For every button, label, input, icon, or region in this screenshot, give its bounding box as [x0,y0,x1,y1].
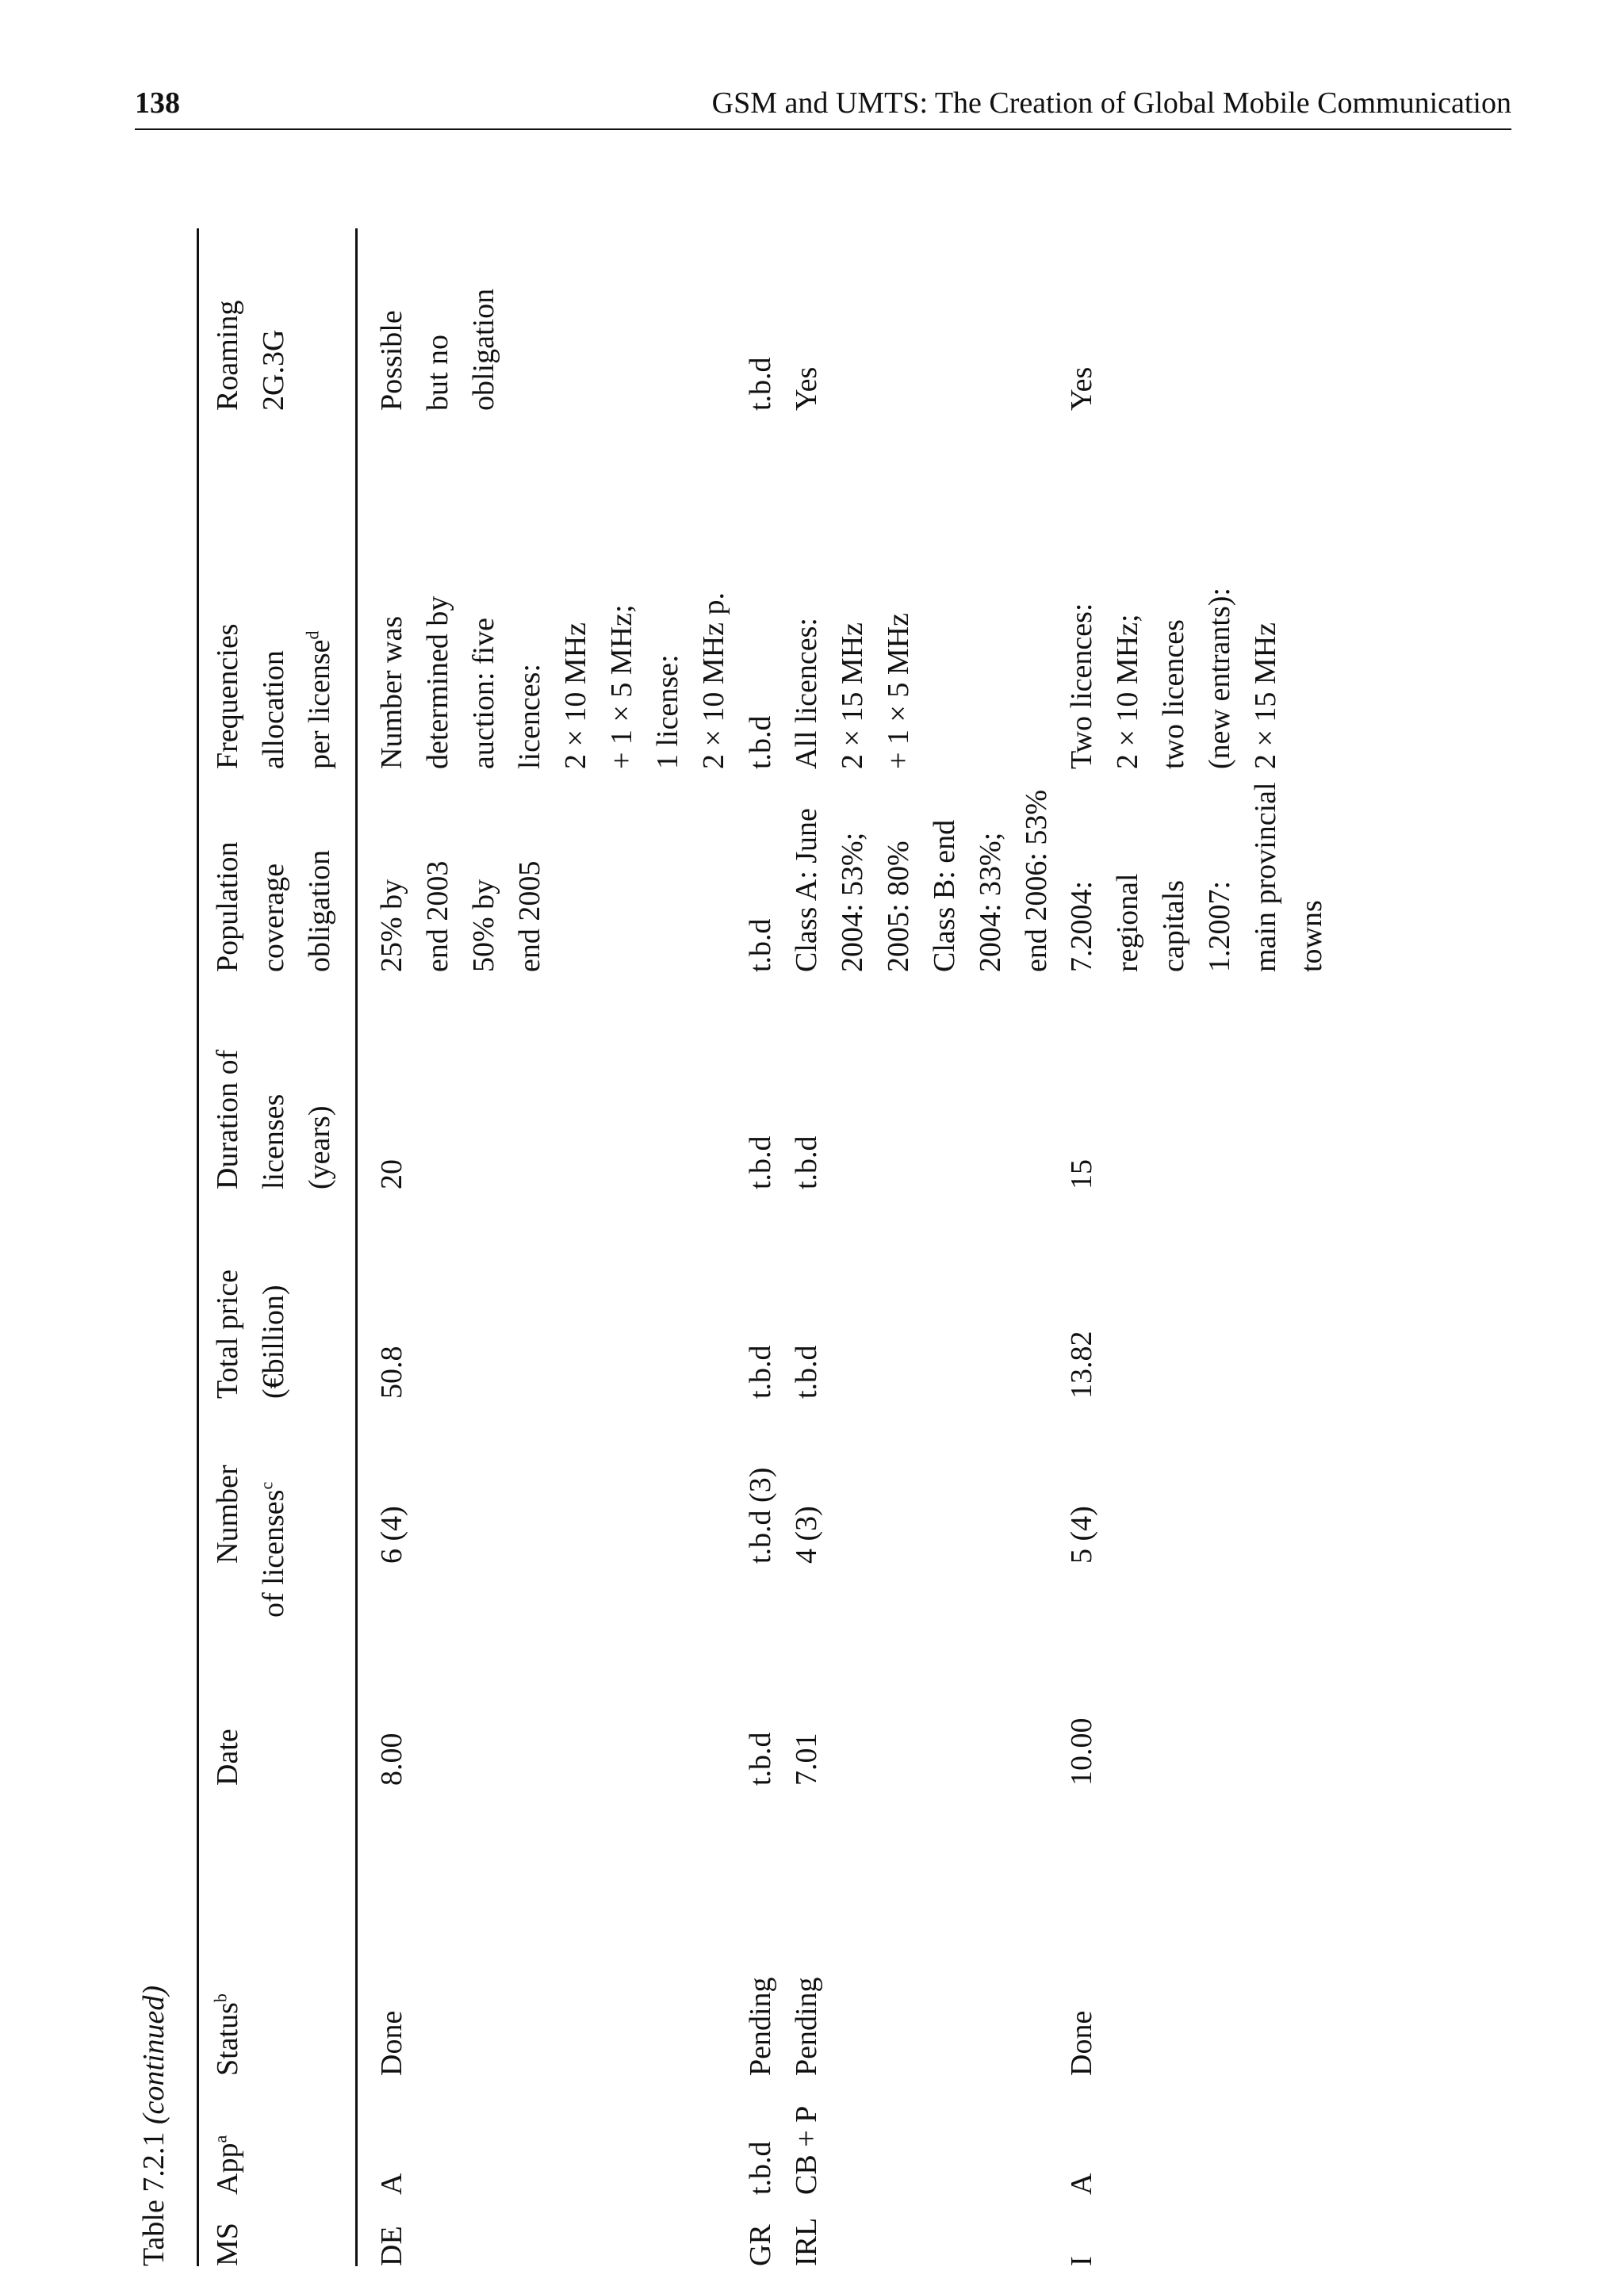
row-irl-app: CB + P [790,2105,823,2195]
row-de-price: 50.8 [375,1346,408,1399]
row-i-ms: I [1065,2256,1098,2266]
row-irl-date: 7.01 [790,1733,823,1786]
row-gr-app: t.b.d [744,2141,777,2195]
table-top-rule [197,228,199,2266]
row-irl-status: Pending [790,1977,823,2076]
row-i-app: A [1065,2173,1098,2195]
row-i-frequencies: Two licences: 2 × 10 MHz; two licences (new entrants): 2 × 15 MHz [1065,588,1282,769]
col-header-price: Total price (€billion) [211,1269,290,1399]
row-gr-coverage: t.b.d [744,918,777,972]
row-irl-number: 4 (3) [790,1506,823,1564]
row-i-duration: 15 [1065,1159,1098,1189]
row-de-coverage: 25% by end 2003 50% by end 2005 [375,860,546,972]
row-irl-frequencies: All licences: 2 × 15 MHz + 1 × 5 MHz [790,613,915,769]
table-header-rule [355,228,358,2266]
row-de-roaming: Possible but no obligation [375,288,500,411]
rotated-table [135,197,1328,2290]
header-rule [135,128,1511,130]
col-header-app: App$^a$ [210,2135,244,2195]
row-i-roaming: Yes [1065,366,1098,411]
caption-note: (continued) [137,1985,170,2125]
row-i-date: 10.00 [1065,1718,1098,1786]
row-i-coverage: 7.2004: regional capitals 1.2007: main provincial towns [1065,782,1328,972]
col-header-ms: MS [211,2223,244,2266]
col-header-duration: Duration of licenses (years) [211,1049,336,1189]
row-de-date: 8.00 [375,1733,408,1786]
row-de-frequencies: Number was determined by auction: five licences: 2 × 10 MHz + 1 × 5 MHz; 1 license: 2 × 10 MHz p. [375,592,730,769]
row-de-status: Done [375,2010,408,2076]
row-irl-roaming: Yes [790,366,823,411]
row-i-status: Done [1065,2010,1098,2076]
row-i-price: 13.82 [1065,1331,1098,1399]
page-number: 138 [135,86,180,120]
col-header-frequencies: Frequencies allocation per license$^d$ [211,623,336,769]
row-gr-roaming: t.b.d [744,357,777,411]
row-gr-ms: GR [744,2224,777,2266]
running-title: GSM and UMTS: The Creation of Global Mobile Communication [711,86,1511,120]
row-de-number: 6 (4) [375,1506,408,1564]
row-i-number: 5 (4) [1065,1506,1098,1564]
row-de-duration: 20 [375,1159,408,1189]
row-de-app: A [375,2173,408,2195]
row-gr-frequencies: t.b.d [744,715,777,769]
col-header-date: Date [211,1729,244,1786]
table-caption [136,1986,171,2266]
row-gr-duration: t.b.d [744,1135,777,1189]
row-gr-status: Pending [744,1977,777,2076]
caption-label: Table 7.2.1 [137,2131,170,2266]
col-header-coverage: Population coverage obligation [211,841,336,972]
col-header-status: Status$^b$ [210,1993,244,2076]
row-gr-price: t.b.d [744,1345,777,1399]
row-irl-duration: t.b.d [790,1135,823,1189]
row-irl-ms: IRL [790,2217,823,2266]
row-irl-coverage: Class A: June 2004: 53%; 2005: 80% Class B: end 2004: 33%; end 2006: 53% [790,789,1053,972]
row-de-ms: DE [375,2226,408,2266]
row-gr-number: t.b.d (3) [744,1467,777,1564]
col-header-number: Number of licenses$^c$ [211,1465,290,1618]
col-header-roaming: Roaming 2G.3G [211,300,290,411]
row-gr-date: t.b.d [744,1732,777,1786]
row-irl-price: t.b.d [790,1345,823,1399]
